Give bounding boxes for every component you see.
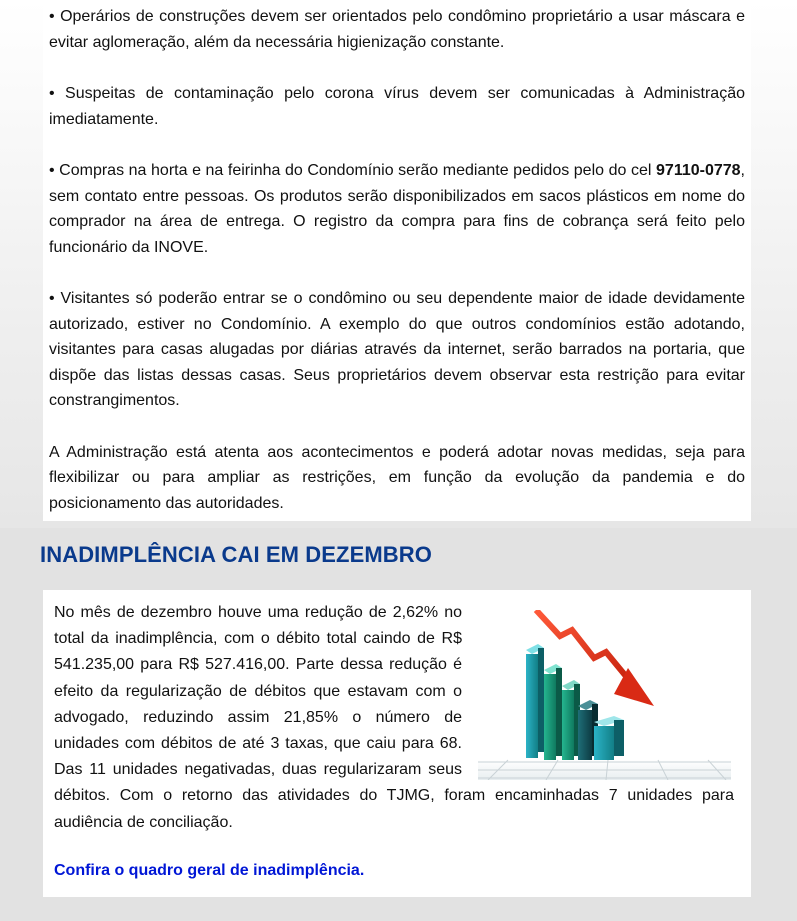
notice-paragraph-construction-workers: • Operários de construções devem ser orientados pelo condômino proprietário a usar máscara e evitar aglomeração, além da necessária higienização constante. bbox=[49, 8, 745, 51]
purchases-text-start: • Compras na horta e na feirinha do Condomínio serão mediante pedidos pelo do cel bbox=[49, 162, 657, 179]
notice-paragraph-visitors: • Visitantes só poderão entrar se o condômino ou seu dependente maior de idade devidamente autorizado, estiver no Condomínio. A exemplo do que outros condomínios estão adotando, visitantes para casas alugadas por diárias através da internet, serão barrados na portaria, que dispõe das listas dessas casas. Seus proprietários devem observar esta restrição para evitar constrangimentos. bbox=[49, 290, 745, 409]
notice-paragraph-purchases bbox=[49, 158, 745, 260]
notice-paragraph-administration: A Administração está atenta aos acontecimentos e poderá adotar novas medidas, seja para flexibilizar ou para ampliar as restrições, em função da evolução da pandemia e do posicionamento das autoridades. bbox=[49, 443, 745, 512]
notice-content bbox=[49, 4, 745, 542]
notice-paragraph-contamination: • Suspeitas de contaminação pelo corona vírus devem ser comunicadas à Administração imediatamente. bbox=[49, 85, 745, 128]
delinquency-panel bbox=[43, 590, 751, 897]
section-title: INADIMPLÊNCIA CAI EM DEZEMBRO bbox=[40, 542, 432, 567]
notice-panel bbox=[43, 0, 751, 521]
purchases-text-end: , sem contato entre pessoas. Os produtos serão disponibilizados em sacos plásticos em nome do comprador na área de entrega. O registro da compra para fins de cobrança será feito pelo funcionário da INOVE. bbox=[49, 162, 745, 256]
delinquency-overview-link[interactable]: Confira o quadro geral de inadimplência. bbox=[54, 862, 365, 879]
illustration-spacer bbox=[462, 600, 734, 782]
phone-number: 97110-0778 bbox=[656, 162, 741, 179]
delinquency-body: No mês de dezembro houve uma redução de 2,62% no total da inadimplência, com o débito total caindo de R$ 541.235,00 para R$ 527.416,00. Parte dessa redução é efeito da regularização de débitos que estavam com o advogado, reduzindo assim 21,85% o número de unidades com débitos de até 3 taxas, que caiu para 68. Das 11 unidades negativadas, duas regularizaram seus débitos. Com o retorno das atividades do TJMG, foram encaminhadas 7 unidades para audiência de conciliação. bbox=[54, 600, 734, 836]
